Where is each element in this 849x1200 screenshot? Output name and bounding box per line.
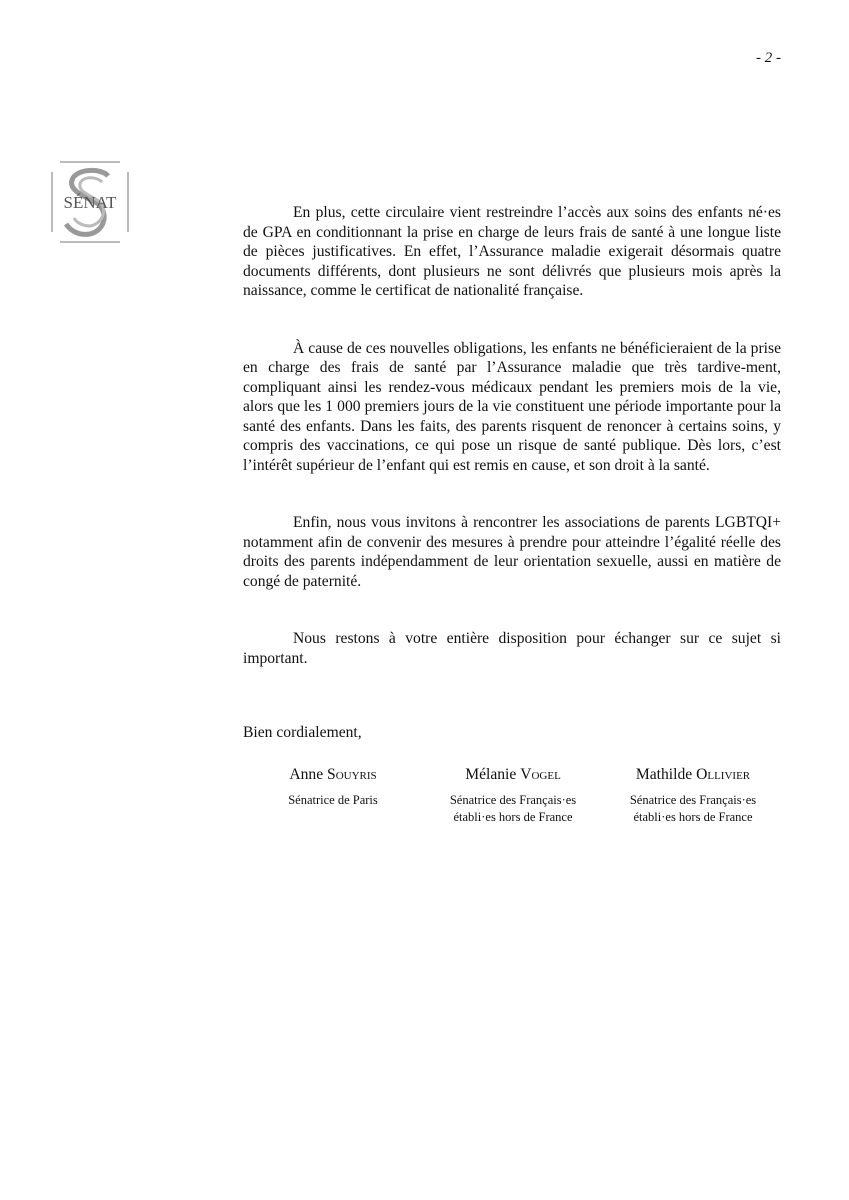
paragraph-4: Nous restons à votre entière disposition pour échanger sur ce sujet si important.: [243, 630, 781, 667]
signatory-name: Mathilde Ollivier: [635, 766, 751, 783]
signatory-title: Sénatrice des Français·es établi·es hors de France: [629, 793, 757, 824]
signatory-name: Anne Souyris: [289, 766, 377, 783]
paragraph-3: Enfin, nous vous invitons à rencontrer les associations de parents LGBTQI+ notamment afin de convenir des mesures à prendre pour atteindre l’égalité réelle des droits des parents indépendamment de leur orientation sexuelle, aussi en matière de congé de paternité.: [243, 514, 781, 590]
paragraph-2: À cause de ces nouvelles obligations, les enfants ne bénéficieraient de la prise en charge des frais de santé par l’Assurance maladie que très tardive-ment, compliquant ainsi les rendez-vous médicaux pendant les premiers mois de la vie, alors que les 1 000 premiers jours de la vie constituent une période importante pour la santé des enfants. Dans les faits, des parents risquent de renoncer à certains soins, y compris des vaccinations, ce qui pose un risque de santé publique. Dès lors, c’est l’intérêt supérieur de l’enfant qui est remis en cause, et son droit à la santé.: [243, 339, 781, 474]
signature-block: [243, 766, 783, 826]
signatory-title: Sénatrice de Paris: [288, 793, 378, 807]
signatory-title: Sénatrice des Français·es établi·es hors de France: [449, 793, 577, 824]
signatory-1: [243, 766, 423, 826]
senat-logo: [50, 160, 130, 244]
logo-text: SÉNAT: [63, 193, 117, 212]
closing-line: Bien cordialement,: [243, 724, 362, 741]
paragraph-1: En plus, cette circulaire vient restreindre l’accès aux soins des enfants né·es de GPA en conditionnant la prise en charge de leurs frais de santé à une longue liste de pièces justificatives. En effet, l’Assurance maladie exigerait désormais quatre documents différents, dont plusieurs ne sont délivrés que plusieurs mois après la naissance, comme le certificat de nationalité française.: [243, 204, 781, 299]
signatory-3: [603, 766, 783, 826]
page-number: - 2 -: [756, 50, 781, 66]
signatory-2: [423, 766, 603, 826]
letter-body: [243, 203, 781, 706]
signatory-name: Mélanie Vogel: [465, 766, 561, 783]
senat-logo-graphic: [50, 160, 130, 244]
